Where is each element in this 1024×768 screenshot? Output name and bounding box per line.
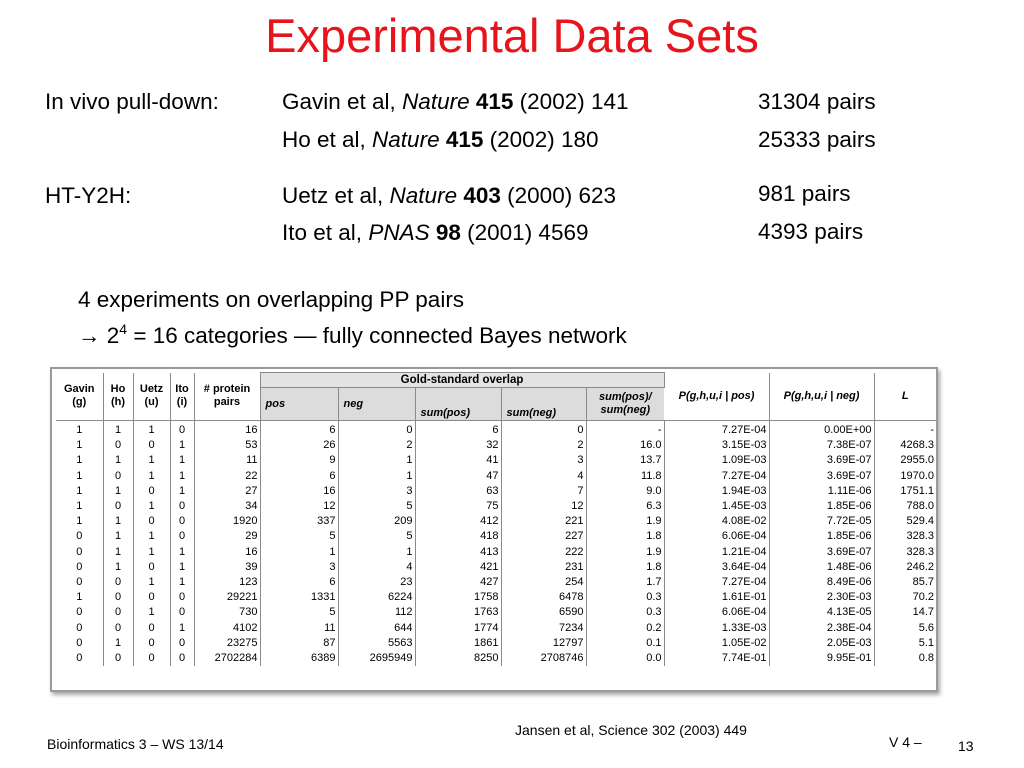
table-cell: 0.3 [586, 605, 664, 620]
invivo-label: In vivo pull-down: [45, 89, 219, 114]
table-row [56, 529, 936, 544]
table-cell: 0 [170, 651, 194, 666]
table-cell: 6 [415, 421, 501, 439]
table-row [56, 514, 936, 529]
table-cell: 9.0 [586, 484, 664, 499]
table-cell: 29221 [194, 590, 260, 605]
table-cell: 1 [133, 575, 170, 590]
table-cell: 0 [56, 529, 103, 544]
table-cell: 1.85E-06 [769, 529, 874, 544]
table-cell: 16 [260, 484, 338, 499]
table-cell: 0.1 [586, 636, 664, 651]
table-cell: 2.38E-04 [769, 621, 874, 636]
page-number: 13 [958, 738, 974, 754]
table-cell: 6.06E-04 [664, 605, 769, 620]
table-cell: 53 [194, 438, 260, 453]
table-cell: 1 [338, 469, 415, 484]
table-cell: 1.94E-03 [664, 484, 769, 499]
table-cell: 34 [194, 499, 260, 514]
col-sum-neg: sum(neg) [501, 388, 586, 421]
table-cell: 0 [103, 621, 133, 636]
table-cell: 1.11E-06 [769, 484, 874, 499]
table-cell: 70.2 [912, 591, 935, 604]
table-cell: 1 [133, 545, 170, 560]
table-cell: 1 [170, 560, 194, 575]
col-neg: neg [338, 388, 415, 421]
table-cell: 0.2 [586, 621, 664, 636]
table-cell: 0 [170, 514, 194, 529]
bullet-experiments: 4 experiments on overlapping PP pairs [78, 287, 465, 312]
table-cell: 0 [170, 605, 194, 620]
table-cell: 3 [501, 453, 586, 468]
table-cell: 1.09E-03 [664, 453, 769, 468]
table-cell: 644 [338, 621, 415, 636]
col-gavin: Gavin (g) [56, 373, 103, 421]
table-cell: 5 [338, 499, 415, 514]
table-cell: 337 [260, 514, 338, 529]
table-cell: 8250 [415, 651, 501, 666]
ref-ho: Ho et al, Nature 415 (2002) 180 [282, 127, 599, 152]
col-p-neg: P(g,h,u,i | neg) [769, 373, 874, 421]
table-cell: 6389 [260, 651, 338, 666]
table-cell: 6 [260, 575, 338, 590]
table-cell: 1.05E-02 [664, 636, 769, 651]
table-cell: 6224 [338, 590, 415, 605]
col-l: L [874, 373, 936, 421]
table-cell: 1 [56, 590, 103, 605]
table-cell: 1.85E-06 [769, 499, 874, 514]
pairs-gavin: 31304 pairs [758, 89, 876, 114]
table-cell: 1.33E-03 [664, 621, 769, 636]
table-row [56, 651, 936, 666]
table-cell: 7.38E-07 [769, 438, 874, 453]
table-cell: 222 [501, 545, 586, 560]
table-cell: 1970.0 [900, 469, 935, 482]
table-cell: 32 [415, 438, 501, 453]
table-cell: 5563 [338, 636, 415, 651]
table-cell: 0 [170, 636, 194, 651]
table-cell: 0 [133, 438, 170, 453]
table-cell: 6478 [501, 590, 586, 605]
table-cell: 4 [501, 469, 586, 484]
table-cell: 47 [415, 469, 501, 484]
table-cell: 75 [415, 499, 501, 514]
table-cell: 14.7 [912, 606, 935, 619]
table-cell: 0 [133, 560, 170, 575]
table-cell: 4.13E-05 [769, 605, 874, 620]
table-cell: 2 [501, 438, 586, 453]
table-cell: 7.27E-04 [664, 421, 769, 439]
table-cell: 1 [170, 469, 194, 484]
table-row [56, 560, 936, 575]
col-sum-pos: sum(pos) [415, 388, 501, 421]
table-row [56, 636, 936, 651]
table-row [56, 421, 936, 439]
table-cell: 112 [338, 605, 415, 620]
table-cell: 421 [415, 560, 501, 575]
table-cell: - [930, 424, 935, 436]
table-cell: 16 [194, 421, 260, 439]
table-cell: 23275 [194, 636, 260, 651]
ref-uetz: Uetz et al, Nature 403 (2000) 623 [282, 183, 616, 208]
table-cell: 1 [170, 438, 194, 453]
table-cell: 1751.1 [900, 484, 935, 497]
table-cell: 2695949 [338, 651, 415, 666]
table-cell: 1.9 [586, 545, 664, 560]
table-cell: 29 [194, 529, 260, 544]
table-cell: 1331 [260, 590, 338, 605]
table-cell: 0 [56, 575, 103, 590]
table-cell: 11 [260, 621, 338, 636]
table-cell: 7.72E-05 [769, 514, 874, 529]
table-cell: 3.15E-03 [664, 438, 769, 453]
table-cell: 5.1 [918, 636, 935, 649]
table-cell: 6 [260, 421, 338, 439]
table-cell: 9.95E-01 [769, 651, 874, 666]
table-cell: 11.8 [586, 469, 664, 484]
table-cell: 209 [338, 514, 415, 529]
table-cell: 1.45E-03 [664, 499, 769, 514]
table-cell: 246.2 [906, 560, 935, 573]
table-cell: 4 [338, 560, 415, 575]
col-p-pos: P(g,h,u,i | pos) [664, 373, 769, 421]
table-cell: 413 [415, 545, 501, 560]
table-row [56, 438, 936, 453]
table-cell: 1 [103, 545, 133, 560]
table-cell: 227 [501, 529, 586, 544]
table-cell: 0 [56, 636, 103, 651]
table-cell: 6 [260, 469, 338, 484]
table-cell: 2708746 [501, 651, 586, 666]
table-cell: 7 [501, 484, 586, 499]
table-cell: 7234 [501, 621, 586, 636]
table-cell: 0 [170, 590, 194, 605]
table-cell: 1 [56, 514, 103, 529]
table-cell: 1861 [415, 636, 501, 651]
table-cell: 0 [56, 605, 103, 620]
table-cell: 3.69E-07 [769, 469, 874, 484]
table-row [56, 590, 936, 605]
table-cell: 1 [170, 545, 194, 560]
table-cell: 0 [103, 590, 133, 605]
table-cell: 1 [56, 438, 103, 453]
table-cell: 123 [194, 575, 260, 590]
table-cell: 2 [338, 438, 415, 453]
table-cell: 1.21E-04 [664, 545, 769, 560]
table-cell: 1 [338, 453, 415, 468]
table-cell: 1 [103, 560, 133, 575]
table-cell: 3 [338, 484, 415, 499]
table-cell: 12 [260, 499, 338, 514]
table-cell: 0.8 [918, 652, 935, 665]
table-cell: 1 [56, 499, 103, 514]
table-cell: 0 [103, 499, 133, 514]
ref-ito: Ito et al, PNAS 98 (2001) 4569 [282, 220, 589, 245]
table-cell: 1 [103, 636, 133, 651]
table-cell: 6.3 [586, 499, 664, 514]
table-row [56, 575, 936, 590]
table-cell: 1.7 [586, 575, 664, 590]
table-cell: 1 [103, 484, 133, 499]
col-ito: Ito (i) [170, 373, 194, 421]
table-cell: 328.3 [906, 545, 935, 558]
pairs-ito: 4393 pairs [758, 219, 864, 244]
table-cell: - [586, 421, 664, 439]
col-ratio: sum(pos)/ sum(neg) [586, 388, 664, 421]
bullet-categories: → $2^4 = 16$ categories — fully connected Bayes network [78, 321, 627, 348]
table-cell: 2955.0 [900, 454, 935, 467]
table-cell: 0 [338, 421, 415, 439]
table-cell: 0 [56, 545, 103, 560]
table-cell: 39 [194, 560, 260, 575]
table-cell: 1 [260, 545, 338, 560]
col-ho: Ho (h) [103, 373, 133, 421]
table-cell: 328.3 [906, 530, 935, 543]
table-cell: 1 [170, 484, 194, 499]
footer-course: Bioinformatics 3 – WS 13/14 [47, 736, 224, 752]
table-cell: 3.69E-07 [769, 545, 874, 560]
table-row [56, 605, 936, 620]
table-cell: 4102 [194, 621, 260, 636]
table-cell: 0 [103, 575, 133, 590]
table-cell: 1 [103, 514, 133, 529]
table-cell: 5 [260, 529, 338, 544]
table-cell: 7.74E-01 [664, 651, 769, 666]
table-row [56, 453, 936, 468]
col-uetz: Uetz (u) [133, 373, 170, 421]
table-cell: 0 [133, 621, 170, 636]
table-cell: 1 [56, 453, 103, 468]
table-row [56, 499, 936, 514]
table-row [56, 469, 936, 484]
table-cell: 23 [338, 575, 415, 590]
table-cell: 3.64E-04 [664, 560, 769, 575]
table-row [56, 484, 936, 499]
table-cell: 16.0 [586, 438, 664, 453]
table-cell: 16 [194, 545, 260, 560]
table-cell: 0 [103, 651, 133, 666]
table-cell: 6590 [501, 605, 586, 620]
table-cell: 418 [415, 529, 501, 544]
table-cell: 1 [103, 421, 133, 439]
table-cell: 1 [56, 469, 103, 484]
pairs-uetz: 981 pairs [758, 181, 851, 206]
table-cell: 2702284 [194, 651, 260, 666]
footer-citation: Jansen et al, Science 302 (2003) 449 [515, 722, 747, 738]
table-cell: 0 [103, 438, 133, 453]
table-cell: 1 [56, 484, 103, 499]
table-cell: 1 [170, 621, 194, 636]
table-cell: 1.8 [586, 560, 664, 575]
table-cell: 1 [133, 453, 170, 468]
table-cell: 529.4 [906, 515, 935, 528]
table-cell: 12797 [501, 636, 586, 651]
table-cell: 4.08E-02 [664, 514, 769, 529]
data-table-frame [50, 367, 938, 692]
table-row [56, 545, 936, 560]
table-cell: 0.0 [586, 651, 664, 666]
table-cell: 8.49E-06 [769, 575, 874, 590]
table-cell: 0 [133, 514, 170, 529]
table-cell: 1 [170, 453, 194, 468]
table-cell: 1 [133, 529, 170, 544]
ref-gavin: Gavin et al, Nature 415 (2002) 141 [282, 89, 629, 114]
table-cell: 85.7 [912, 576, 935, 589]
table-cell: 11 [194, 453, 260, 468]
table-cell: 0 [133, 484, 170, 499]
experiment-table [56, 372, 936, 666]
table-cell: 13.7 [586, 453, 664, 468]
footer-version: V 4 – [889, 734, 922, 750]
table-cell: 22 [194, 469, 260, 484]
table-cell: 7.27E-04 [664, 469, 769, 484]
table-cell: 1 [103, 453, 133, 468]
table-cell: 87 [260, 636, 338, 651]
table-cell: 0 [133, 636, 170, 651]
gold-standard-header: Gold-standard overlap [260, 373, 664, 388]
table-cell: 63 [415, 484, 501, 499]
table-cell: 7.27E-04 [664, 575, 769, 590]
table-cell: 1774 [415, 621, 501, 636]
table-cell: 788.0 [906, 500, 935, 513]
table-cell: 41 [415, 453, 501, 468]
table-cell: 0 [170, 421, 194, 439]
table-cell: 3 [260, 560, 338, 575]
table-cell: 1 [133, 605, 170, 620]
table-cell: 0.3 [586, 590, 664, 605]
table-cell: 0 [133, 651, 170, 666]
col-protein-pairs: # protein pairs [194, 373, 260, 421]
table-cell: 1920 [194, 514, 260, 529]
table-cell: 1 [133, 469, 170, 484]
table-cell: 1.48E-06 [769, 560, 874, 575]
col-pos: pos [260, 388, 338, 421]
table-cell: 0 [56, 651, 103, 666]
table-cell: 1 [133, 421, 170, 439]
table-cell: 6.06E-04 [664, 529, 769, 544]
table-cell: 0.00E+00 [769, 421, 874, 439]
table-cell: 9 [260, 453, 338, 468]
table-cell: 5 [260, 605, 338, 620]
table-cell: 1.8 [586, 529, 664, 544]
table-cell: 0 [103, 469, 133, 484]
table-cell: 3.69E-07 [769, 453, 874, 468]
table-cell: 0 [170, 499, 194, 514]
table-cell: 1.9 [586, 514, 664, 529]
table-cell: 0 [170, 529, 194, 544]
table-cell: 0 [133, 590, 170, 605]
table-cell: 730 [194, 605, 260, 620]
table-cell: 1 [56, 421, 103, 439]
table-cell: 1 [170, 575, 194, 590]
table-cell: 1758 [415, 590, 501, 605]
table-cell: 1 [103, 529, 133, 544]
table-cell: 2.30E-03 [769, 590, 874, 605]
table-cell: 231 [501, 560, 586, 575]
table-cell: 1.61E-01 [664, 590, 769, 605]
table-cell: 427 [415, 575, 501, 590]
table-cell: 1763 [415, 605, 501, 620]
table-cell: 2.05E-03 [769, 636, 874, 651]
table-row [56, 621, 936, 636]
table-cell: 412 [415, 514, 501, 529]
table-cell: 221 [501, 514, 586, 529]
table-cell: 26 [260, 438, 338, 453]
table-cell: 0 [103, 605, 133, 620]
table-cell: 12 [501, 499, 586, 514]
table-cell: 5 [338, 529, 415, 544]
table-cell: 254 [501, 575, 586, 590]
table-cell: 0 [56, 560, 103, 575]
slide-title: Experimental Data Sets [265, 9, 759, 62]
table-cell: 1 [338, 545, 415, 560]
table-cell: 0 [501, 421, 586, 439]
table-cell: 27 [194, 484, 260, 499]
table-cell: 4268.3 [900, 439, 935, 452]
pairs-ho: 25333 pairs [758, 127, 876, 152]
ht-y2h-label: HT-Y2H: [45, 183, 132, 208]
table-cell: 0 [56, 621, 103, 636]
table-cell: 1 [133, 499, 170, 514]
table-cell: 5.6 [918, 621, 935, 634]
